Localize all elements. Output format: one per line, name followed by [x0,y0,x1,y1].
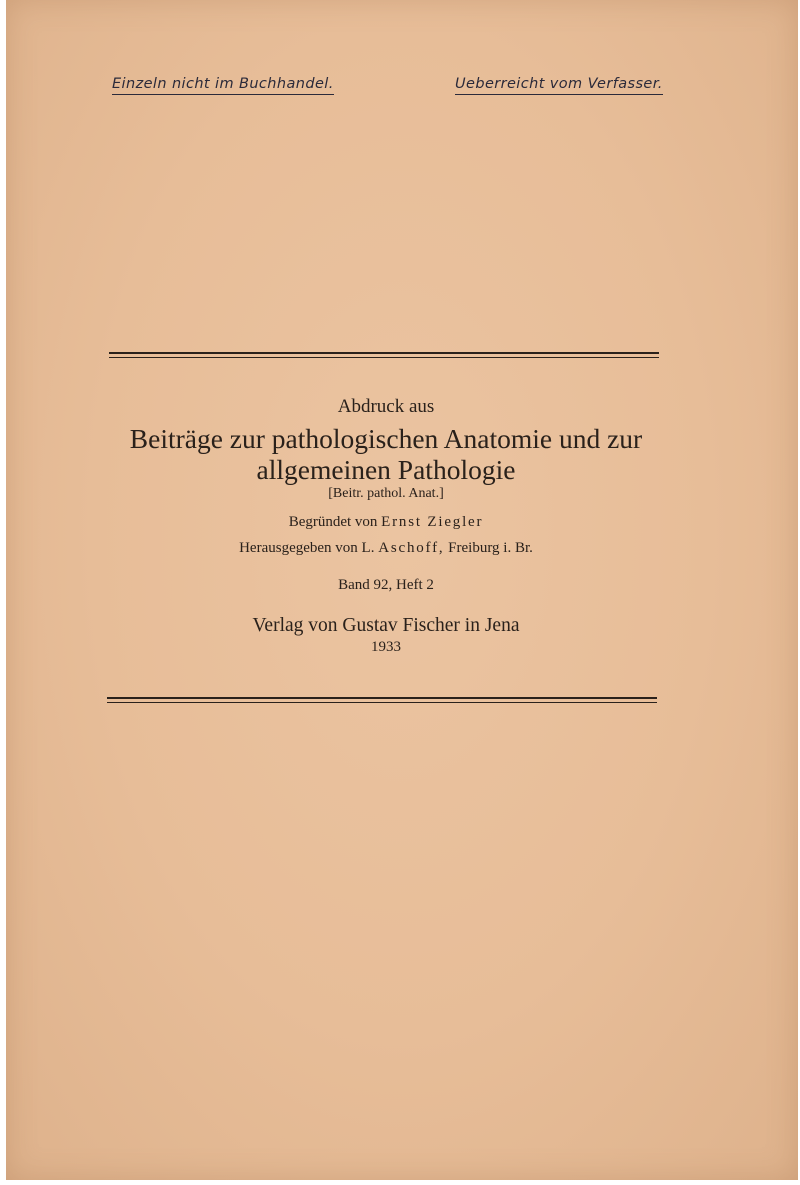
journal-title [96,423,676,485]
publication-year: 1933 [371,639,401,655]
top-double-rule [109,352,659,358]
editor-line [106,540,666,557]
journal-title-line-1: Beiträge zur pathologischen Anatomie und zur [129,423,643,454]
journal-abbreviation: [Beitr. pathol. Anat.] [328,486,444,501]
founder-name: Ernst Ziegler [381,514,484,530]
document-page [6,0,798,1180]
reprint-label: Abdruck aus [337,396,435,417]
note-not-for-sale: Einzeln nicht im Buchhandel. [112,76,334,95]
publisher-line: Verlag von Gustav Fischer in Jena [252,615,520,636]
bottom-double-rule [107,697,657,703]
editor-name: Aschoff, [378,540,445,556]
journal-title-line-2: allgemeinen Pathologie [256,454,516,485]
note-presented-by-author: Ueberreicht vom Verfasser. [455,76,663,95]
volume-issue: Band 92, Heft 2 [338,577,434,593]
founded-by-line [106,514,666,531]
editor-place: Freiburg i. Br. [448,540,533,556]
founded-prefix: Begründet von [288,514,378,530]
editor-prefix: Herausgegeben von L. [239,540,375,556]
